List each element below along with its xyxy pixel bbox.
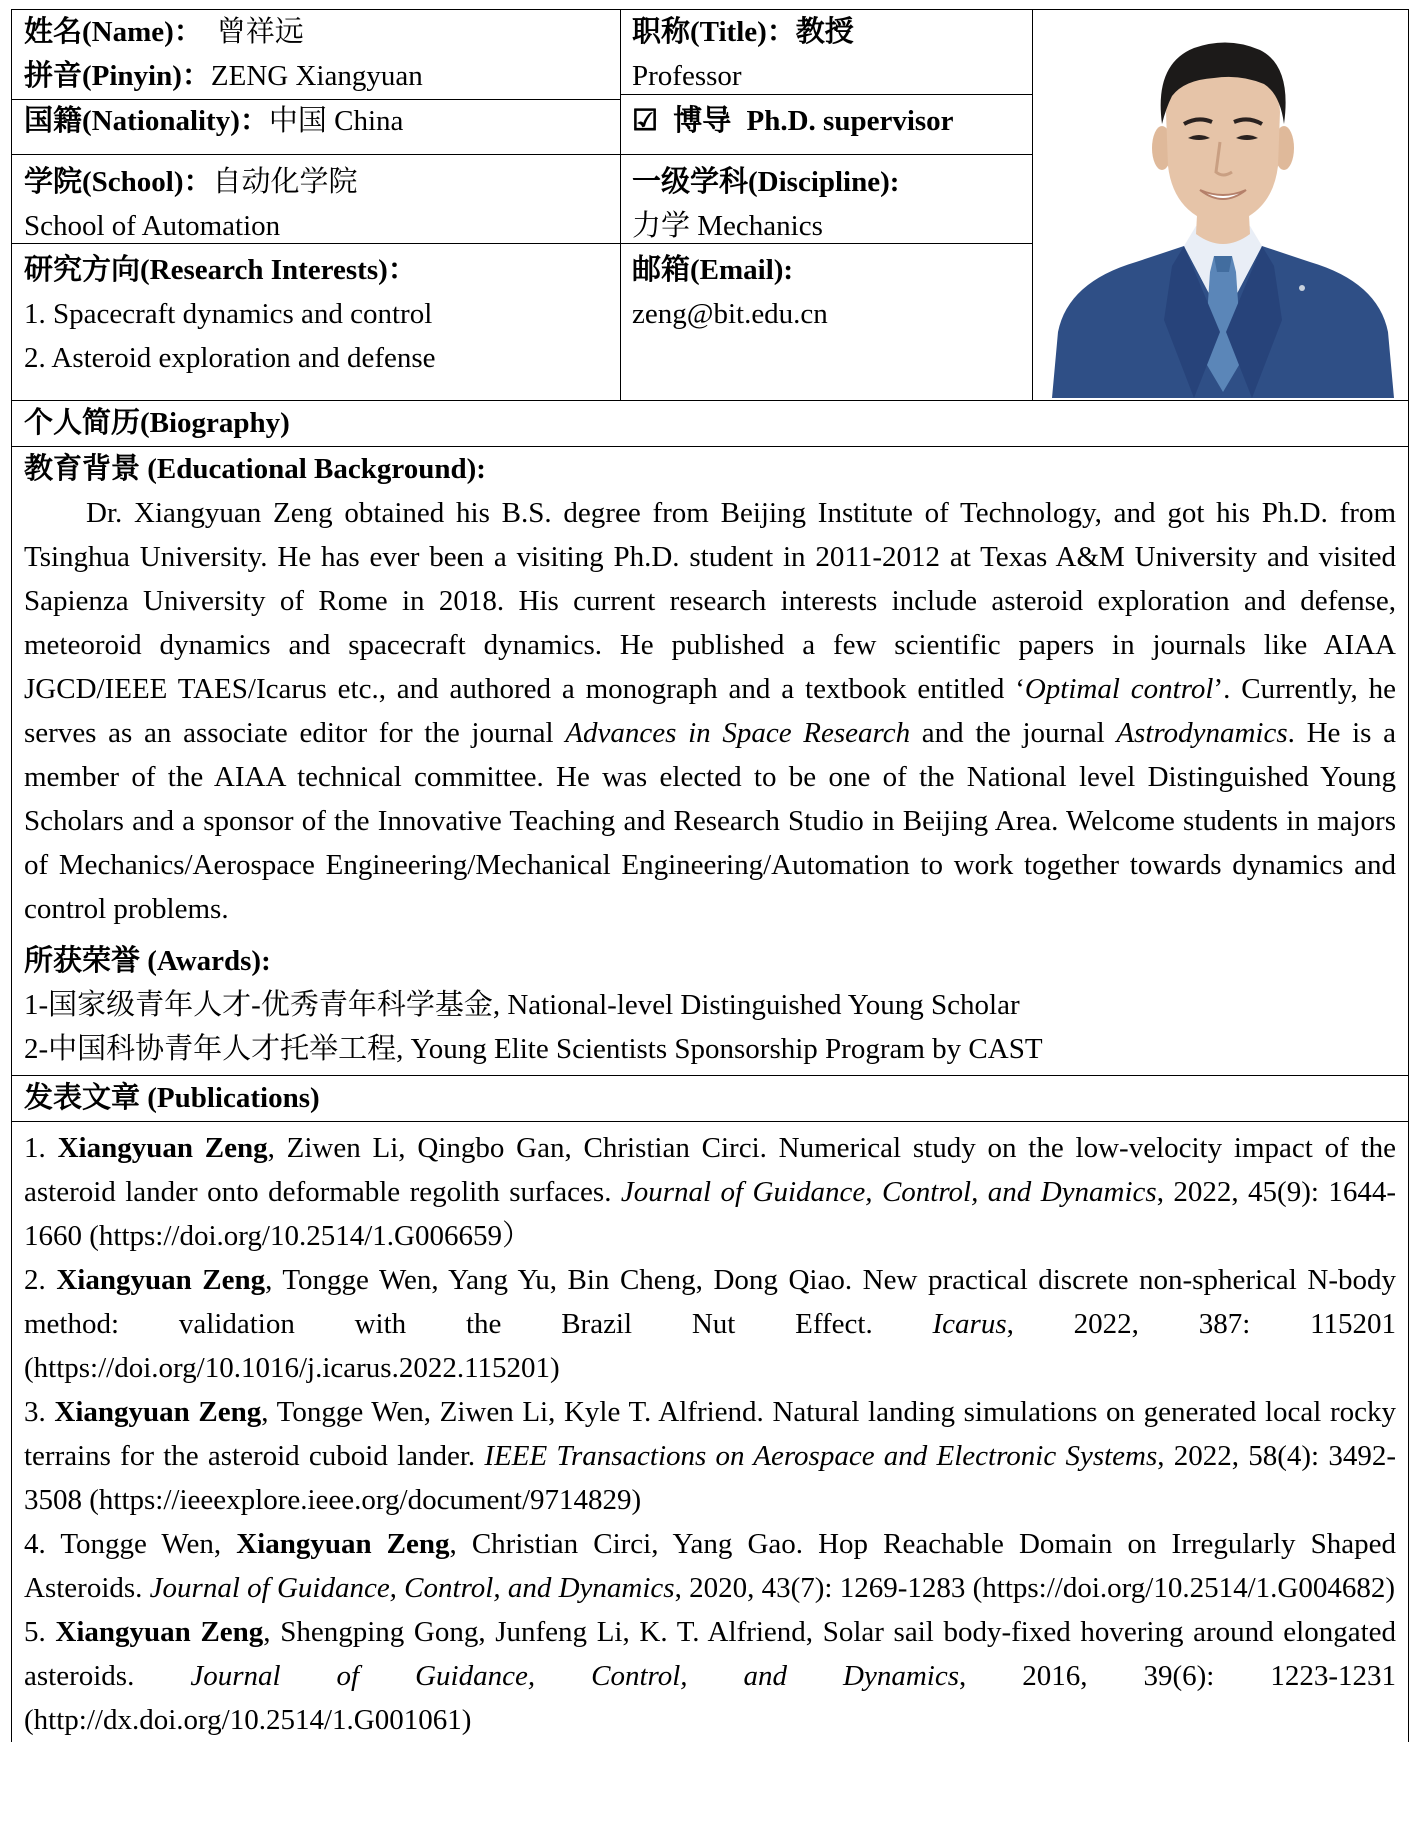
education-text: ’. Currently, he serves as an associate editor for the journal bbox=[24, 673, 1396, 749]
school-value-en: School of Automation bbox=[24, 210, 281, 242]
biography-heading bbox=[11, 401, 1409, 447]
nationality-label: 国籍(Nationality)： bbox=[24, 105, 269, 137]
name-cell bbox=[12, 10, 620, 98]
publications-heading bbox=[11, 1076, 1409, 1122]
header-table bbox=[11, 9, 1409, 401]
title-value-cn: 教授 bbox=[795, 16, 854, 48]
textbook-title: Optimal control bbox=[1024, 673, 1214, 705]
school-label: 学院(School)： bbox=[24, 166, 213, 198]
discipline-cell bbox=[620, 160, 1032, 248]
pub-authors-title: , Tongge Wen, Ziwen Li, Kyle T. Alfriend. Natural landing simulations on generated local rocky terrains for the asteroid cuboid lander. bbox=[24, 1396, 1397, 1472]
pub-citation[interactable]: , 2022, 45(9): 1644-1660 (https://doi.org/10.2514/1.G006659） bbox=[24, 1176, 1397, 1252]
email-label: 邮箱(Email): bbox=[632, 254, 794, 286]
pub-coauthor: Tongge Wen, bbox=[60, 1528, 237, 1560]
publications-title: 发表文章 (Publications) bbox=[24, 1082, 320, 1114]
pub-journal: Journal of Guidance, Control, and Dynamics bbox=[149, 1572, 675, 1604]
pub-authors-title: , Ziwen Li, Qingbo Gan, Christian Circi. Numerical study on the low-velocity impact of the asteroid lander onto deformable regolith surfaces. bbox=[24, 1132, 1397, 1208]
title-label: 职称(Title)： bbox=[632, 16, 796, 48]
supervisor-cell bbox=[620, 99, 1032, 143]
pub-authors-title: , Tongge Wen, Yang Yu, Bin Cheng, Dong Qiao. New practical discrete non-spherical N-body method: validation with the Brazil Nut Effect. bbox=[24, 1264, 1397, 1340]
pub-number: 3. bbox=[24, 1396, 55, 1428]
education-text: and the journal bbox=[910, 717, 1117, 749]
research-cell bbox=[12, 248, 620, 380]
discipline-label: 一级学科(Discipline): bbox=[632, 166, 900, 198]
email-cell bbox=[620, 248, 1032, 336]
pub-number: 5. bbox=[24, 1616, 56, 1648]
pub-authors-title: , Christian Circi, Yang Gao. Hop Reachable Domain on Irregularly Shaped Asteroids. bbox=[24, 1528, 1396, 1604]
title-value-en: Professor bbox=[632, 60, 742, 92]
pub-citation[interactable]: , 2020, 43(7): 1269-1283 (https://doi.org/10.2514/1.G004682) bbox=[674, 1572, 1395, 1604]
education-paragraph bbox=[24, 491, 1396, 931]
pub-journal: Journal of Guidance, Control, and Dynamics bbox=[190, 1660, 959, 1692]
publication-item bbox=[24, 1258, 1396, 1390]
checkbox-checked-icon: ☑ bbox=[632, 105, 658, 137]
pinyin-label: 拼音(Pinyin)： bbox=[24, 60, 211, 92]
biography-title: 个人简历(Biography) bbox=[24, 407, 290, 439]
pub-main-author: Xiangyuan Zeng bbox=[236, 1528, 450, 1560]
pub-journal: IEEE Transactions on Aerospace and Electronic Systems bbox=[484, 1440, 1158, 1472]
supervisor-en: Ph.D. supervisor bbox=[746, 105, 954, 137]
pinyin-value: ZENG Xiangyuan bbox=[210, 60, 423, 92]
pub-main-author: Xiangyuan Zeng bbox=[57, 1132, 268, 1164]
pub-citation[interactable]: , 2022, 58(4): 3492-3508 (https://ieeexplore.ieee.org/document/9714829) bbox=[24, 1440, 1396, 1516]
pub-journal: Icarus bbox=[932, 1308, 1007, 1340]
publication-item bbox=[24, 1522, 1396, 1610]
pub-journal: Journal of Guidance, Control, and Dynamics bbox=[620, 1176, 1157, 1208]
pub-citation[interactable]: , 2022, 387: 115201 (https://doi.org/10.1016/j.icarus.2022.115201) bbox=[24, 1308, 1397, 1384]
nationality-cell bbox=[12, 99, 620, 143]
research-item: 1. Spacecraft dynamics and control bbox=[24, 298, 433, 330]
pub-number: 2. bbox=[24, 1264, 57, 1296]
school-value-cn: 自动化学院 bbox=[212, 166, 358, 198]
pub-authors-title: , Shengping Gong, Junfeng Li, K. T. Alfriend, Solar sail body-fixed hovering around elongated asteroids. bbox=[24, 1616, 1397, 1692]
research-label: 研究方向(Research Interests)： bbox=[24, 254, 417, 286]
biography-section bbox=[11, 447, 1409, 1076]
pub-main-author: Xiangyuan Zeng bbox=[54, 1396, 262, 1428]
pub-number: 4. bbox=[24, 1528, 61, 1560]
publication-item bbox=[24, 1126, 1396, 1258]
publication-item bbox=[24, 1390, 1396, 1522]
journal-name: Advances in Space Research bbox=[565, 717, 911, 749]
award-item: 1-国家级青年人才-优秀青年科学基金, National-level Distinguished Young Scholar bbox=[24, 989, 1020, 1021]
email-value[interactable]: zeng@bit.edu.cn bbox=[632, 298, 828, 330]
education-heading: 教育背景 (Educational Background): bbox=[24, 453, 486, 485]
pub-main-author: Xiangyuan Zeng bbox=[55, 1616, 264, 1648]
publication-item bbox=[24, 1610, 1396, 1742]
name-value: 曾祥远 bbox=[216, 16, 304, 48]
education-text: . He is a member of the AIAA technical committee. He was elected to be one of the National level Distinguished Young Scholars and a sponsor of the Innovative Teaching and Research Studio in Beijing Area. Welcome students in majors of Mechanics/Aerospace Engineering/Mechanical Engineering/Automation to work together towards dynamics and control problems. bbox=[24, 717, 1396, 925]
name-label: 姓名(Name)： bbox=[24, 16, 203, 48]
portrait-photo bbox=[1044, 20, 1402, 398]
profile-sheet bbox=[11, 9, 1409, 1742]
school-cell bbox=[12, 160, 620, 248]
research-item: 2. Asteroid exploration and defense bbox=[24, 342, 436, 374]
supervisor-cn: 博导 bbox=[673, 105, 732, 137]
publications-list bbox=[11, 1122, 1409, 1742]
award-item: 2-中国科协青年人才托举工程, Young Elite Scientists Sponsorship Program by CAST bbox=[24, 1033, 1043, 1065]
pub-main-author: Xiangyuan Zeng bbox=[56, 1264, 266, 1296]
title-cell bbox=[620, 10, 1032, 98]
education-text: Dr. Xiangyuan Zeng obtained his B.S. degree from Beijing Institute of Technology, and got his Ph.D. from Tsinghua University. He has ever been a visiting Ph.D. student in 2011-2012 at Texas A&M University and visited Sapienza University of Rome in 2018. His current research interests include asteroid exploration and defense, meteoroid dynamics and spacecraft dynamics. He published a few scientific papers in journals like AIAA JGCD/IEEE TAES/Icarus etc., and authored a monograph and a textbook entitled ‘ bbox=[24, 497, 1396, 705]
pub-number: 1. bbox=[24, 1132, 58, 1164]
journal-name: Astrodynamics bbox=[1116, 717, 1288, 749]
pub-citation[interactable]: , 2016, 39(6): 1223-1231 (http://dx.doi.org/10.2514/1.G001061) bbox=[24, 1660, 1397, 1736]
awards-heading: 所获荣誉 (Awards): bbox=[24, 945, 271, 977]
nationality-value: 中国 China bbox=[268, 105, 404, 137]
discipline-value: 力学 Mechanics bbox=[632, 210, 823, 242]
